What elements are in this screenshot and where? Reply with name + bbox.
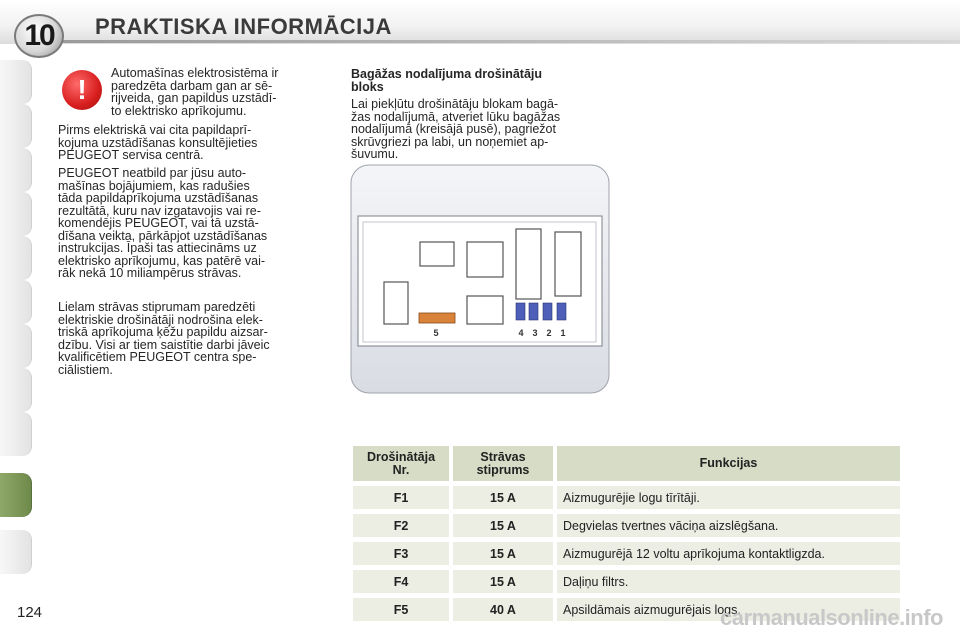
- fuse-function: Daļiņu filtrs.: [557, 570, 900, 593]
- paragraph-line: Lielam strāvas stiprumam paredzēti: [58, 300, 256, 314]
- paragraph-line: Pirms elektriskā vai cita papildaprī-: [58, 123, 252, 137]
- paragraph-line: instrukcijas. Īpaši tas attiecināms uz: [58, 241, 257, 255]
- fuse-number: F1: [353, 486, 449, 509]
- header-underline: [60, 40, 960, 43]
- header-line: stiprums: [476, 462, 530, 477]
- fuse-f3: [529, 303, 538, 320]
- section-title: [351, 68, 611, 93]
- chapter-tabs: [0, 60, 36, 580]
- fuse-label-3: 3: [532, 328, 538, 338]
- section-title-line: bloks: [351, 79, 384, 94]
- chapter-tab-9[interactable]: [0, 412, 32, 456]
- section-body-line: Lai piekļūtu drošinātāju blokam bagā-: [351, 97, 559, 111]
- fuse-table: [349, 441, 904, 626]
- column-header-fuse-nr: [353, 446, 449, 481]
- fuse-function: Apsildāmais aizmugurējais logs.: [557, 598, 900, 621]
- relay: [384, 282, 408, 324]
- paragraph-line: tāda papildaprīkojuma uzstādīšanas: [58, 191, 259, 205]
- paragraph-line: PEUGEOT servisa centrā.: [58, 148, 204, 162]
- fuse-label-2: 2: [546, 328, 552, 338]
- section-body: [351, 98, 611, 161]
- paragraph-line: rezultātā, kuru nav izgatavojis vai re-: [58, 203, 261, 218]
- fuse-label-4: 4: [518, 328, 524, 338]
- relay: [516, 229, 541, 299]
- column-header-amperage: [453, 446, 553, 481]
- table-row: [353, 514, 900, 537]
- warning-line: rijveida, gan papildus uzstādī-: [111, 91, 277, 105]
- fuse-amperage: 15 A: [453, 570, 553, 593]
- fuse-function: Aizmugurējā 12 voltu aprīkojuma kontaktligzda.: [557, 542, 900, 565]
- paragraph-line: dzību. Visi ar tiem saistītie darbi jāveic: [58, 337, 270, 352]
- warning-icon: !: [62, 70, 102, 110]
- chapter-tab-5[interactable]: [0, 236, 32, 280]
- paragraph-line: kojuma uzstādīšanas konsultējieties: [58, 135, 258, 150]
- fuse-number: F4: [353, 570, 449, 593]
- table-row: [353, 542, 900, 565]
- paragraph-line: mašīnas bojājumiem, kas radušies: [58, 178, 250, 193]
- column-header-functions: [557, 446, 900, 481]
- paragraph-liability: [58, 167, 320, 280]
- paragraph-line: PEUGEOT neatbild par jūsu auto-: [58, 166, 247, 180]
- header-line: Strāvas: [480, 449, 526, 464]
- fuse-f1: [557, 303, 566, 320]
- warning-line: to elektrisko aprīkojumu.: [111, 103, 247, 118]
- fuse-amperage: 15 A: [453, 514, 553, 537]
- paragraph-line: ciālistiem.: [58, 362, 113, 377]
- warning-line: paredzēta darbam gan ar sē-: [111, 78, 273, 93]
- chapter-tab-7[interactable]: [0, 324, 32, 368]
- fuse-amperage: 40 A: [453, 598, 553, 621]
- page-title: PRAKTISKA INFORMĀCIJA: [95, 14, 392, 39]
- page-number: 124: [17, 604, 43, 621]
- paragraph-consult: [58, 124, 320, 162]
- section-body-line: šuvumu.: [351, 147, 399, 161]
- fuse-f4: [516, 303, 525, 320]
- paragraph-line: elektriskie drošinātāji nodrošina elek-: [58, 312, 263, 327]
- section-body-line: nodalījumā (kreisājā pusē), pagriežot: [351, 122, 556, 136]
- chapter-tab-10[interactable]: [0, 473, 32, 517]
- section-body-line: skrūvgriezi pa labi, un noņemiet ap-: [351, 134, 549, 149]
- fuse-label-5: 5: [433, 328, 439, 338]
- header-line: Drošinātāja: [366, 449, 436, 464]
- chapter-tab-3[interactable]: [0, 148, 32, 192]
- paragraph-fuses: [58, 301, 320, 376]
- header-line: Funkcijas: [699, 456, 758, 470]
- fuse-box-diagram: [350, 164, 610, 394]
- fuse-amperage: 15 A: [453, 486, 553, 509]
- table-row: [353, 486, 900, 509]
- chapter-tab-1[interactable]: [0, 60, 32, 104]
- chapter-tab-6[interactable]: [0, 280, 32, 324]
- fuse-label-1: 1: [560, 328, 566, 338]
- warning-text: [111, 67, 319, 117]
- chapter-tab-4[interactable]: [0, 192, 32, 236]
- section-title-line: Bagāžas nodalījuma drošinātāju: [351, 67, 543, 81]
- fuse-amperage: 15 A: [453, 542, 553, 565]
- relay: [420, 242, 454, 266]
- paragraph-line: kvalificētiem PEUGEOT centra spe-: [58, 350, 257, 364]
- section-body-line: žas nodalījumā, atveriet lūku bagāžas: [351, 109, 561, 124]
- relay: [555, 232, 581, 296]
- watermark: carmanualsonline.info: [720, 605, 943, 630]
- relay: [467, 296, 503, 324]
- fuse-function: Aizmugurējie logu tīrītāji.: [557, 486, 900, 509]
- chapter-tab-11[interactable]: [0, 530, 32, 574]
- chapter-tab-2[interactable]: [0, 104, 32, 148]
- chapter-tab-8[interactable]: [0, 368, 32, 412]
- fuse-number: F2: [353, 514, 449, 537]
- table-header-row: [353, 446, 900, 481]
- paragraph-line: rāk nekā 10 miliampērus strāvas.: [58, 266, 242, 280]
- relay: [467, 242, 503, 277]
- fuse-number: F3: [353, 542, 449, 565]
- table-row: [353, 570, 900, 593]
- chapter-badge[interactable]: 10: [14, 14, 64, 58]
- fuse-number: F5: [353, 598, 449, 621]
- paragraph-line: triskā aprīkojuma ķēžu papildu aizsar-: [58, 325, 268, 339]
- paragraph-line: dīšana veikta, pārkāpjot uzstādīšanas: [58, 228, 268, 243]
- fuse-f5: [419, 313, 455, 323]
- fuse-f2: [543, 303, 552, 320]
- paragraph-line: elektrisko aprīkojumu, kas patērē vai-: [58, 253, 266, 268]
- header-line: Nr.: [392, 462, 410, 477]
- warning-line: Automašīnas elektrosistēma ir: [111, 66, 279, 80]
- paragraph-line: komendējis PEUGEOT, vai tā uzstā-: [58, 216, 259, 230]
- fuse-function: Degvielas tvertnes vāciņa aizslēgšana.: [557, 514, 900, 537]
